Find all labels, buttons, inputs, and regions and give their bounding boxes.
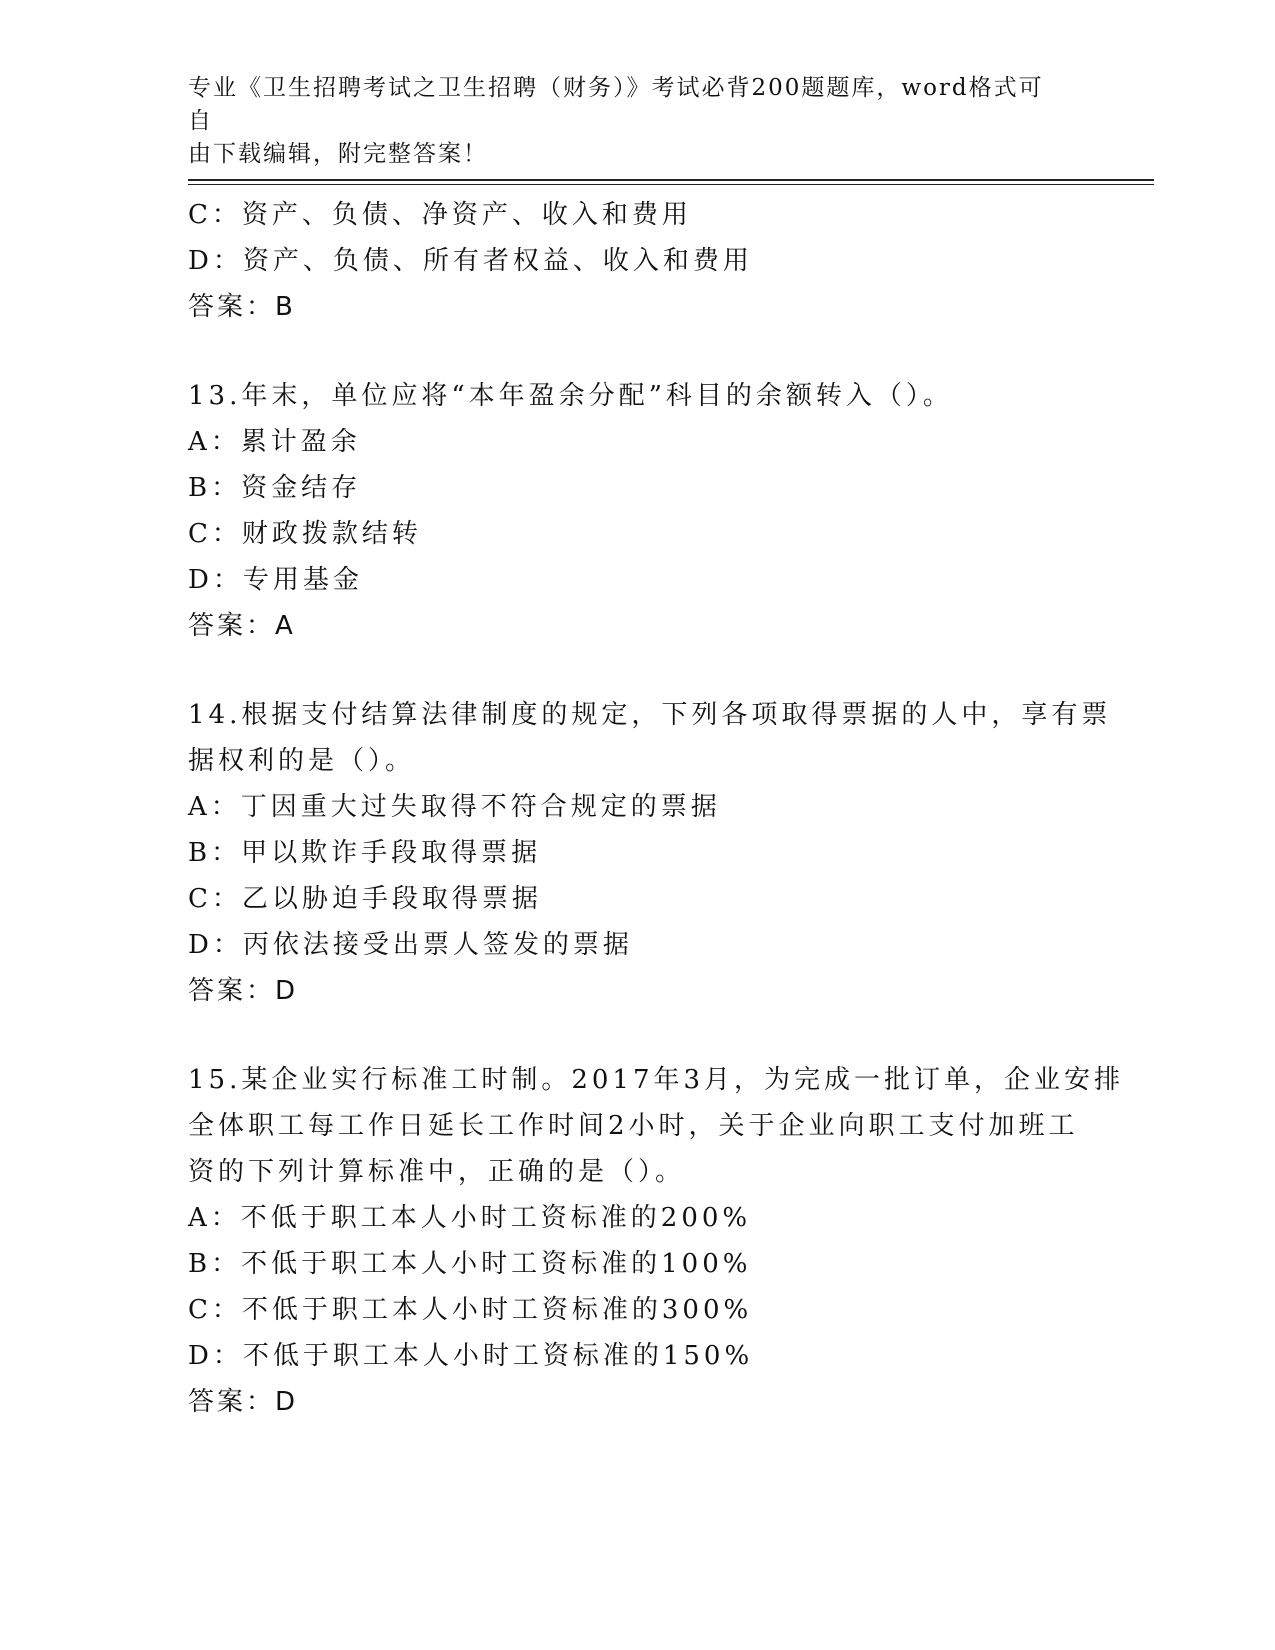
previous-question-tail	[188, 192, 1088, 330]
header-divider-thin	[188, 184, 1154, 185]
header-line-2: 由下载编辑，附完整答案！	[188, 141, 488, 167]
question-list	[188, 192, 1125, 1425]
option-c: C：财政拨款结转	[188, 519, 422, 549]
header-divider-thick	[188, 179, 1154, 181]
document-header	[188, 72, 1068, 171]
option-b: B：甲以欺诈手段取得票据	[188, 838, 542, 868]
option-d: D：不低于职工本人小时工资标准的150%	[188, 1341, 754, 1371]
answer-line: 答案：A	[188, 611, 296, 641]
question-stem-line-2: 全体职工每工作日延长工作时间2小时，关于企业向职工支付加班工	[188, 1111, 1079, 1141]
option-d: D：丙依法接受出票人签发的票据	[188, 930, 633, 960]
option-b: B：不低于职工本人小时工资标准的100%	[188, 1249, 752, 1279]
option-c: C：资产、负债、净资产、收入和费用	[188, 200, 692, 230]
option-a: A：不低于职工本人小时工资标准的200%	[188, 1203, 752, 1233]
question-15	[188, 1057, 1125, 1425]
question-13	[188, 373, 1088, 649]
question-stem: 13.年末，单位应将“本年盈余分配”科目的余额转入（）。	[188, 381, 953, 411]
option-c: C：乙以胁迫手段取得票据	[188, 884, 542, 914]
answer-line: 答案：B	[188, 292, 296, 322]
answer-line: 答案：D	[188, 976, 299, 1006]
option-a: A：丁因重大过失取得不符合规定的票据	[188, 792, 721, 822]
header-line-1: 专业《卫生招聘考试之卫生招聘（财务）》考试必背200题题库，word格式可自	[188, 75, 1044, 134]
question-14	[188, 692, 1112, 1014]
option-b: B：资金结存	[188, 473, 362, 503]
question-stem-line-1: 15.某企业实行标准工时制。2017年3月，为完成一批订单，企业安排	[188, 1065, 1125, 1095]
question-stem-line-3: 资的下列计算标准中，正确的是（）。	[188, 1157, 686, 1187]
option-d: D：专用基金	[188, 565, 363, 595]
question-stem-line-1: 14.根据支付结算法律制度的规定，下列各项取得票据的人中，享有票	[188, 700, 1112, 730]
answer-line: 答案：D	[188, 1387, 299, 1417]
option-d: D：资产、负债、所有者权益、收入和费用	[188, 246, 753, 276]
question-stem-line-2: 据权利的是（）。	[188, 746, 416, 776]
option-a: A：累计盈余	[188, 427, 361, 457]
option-c: C：不低于职工本人小时工资标准的300%	[188, 1295, 753, 1325]
